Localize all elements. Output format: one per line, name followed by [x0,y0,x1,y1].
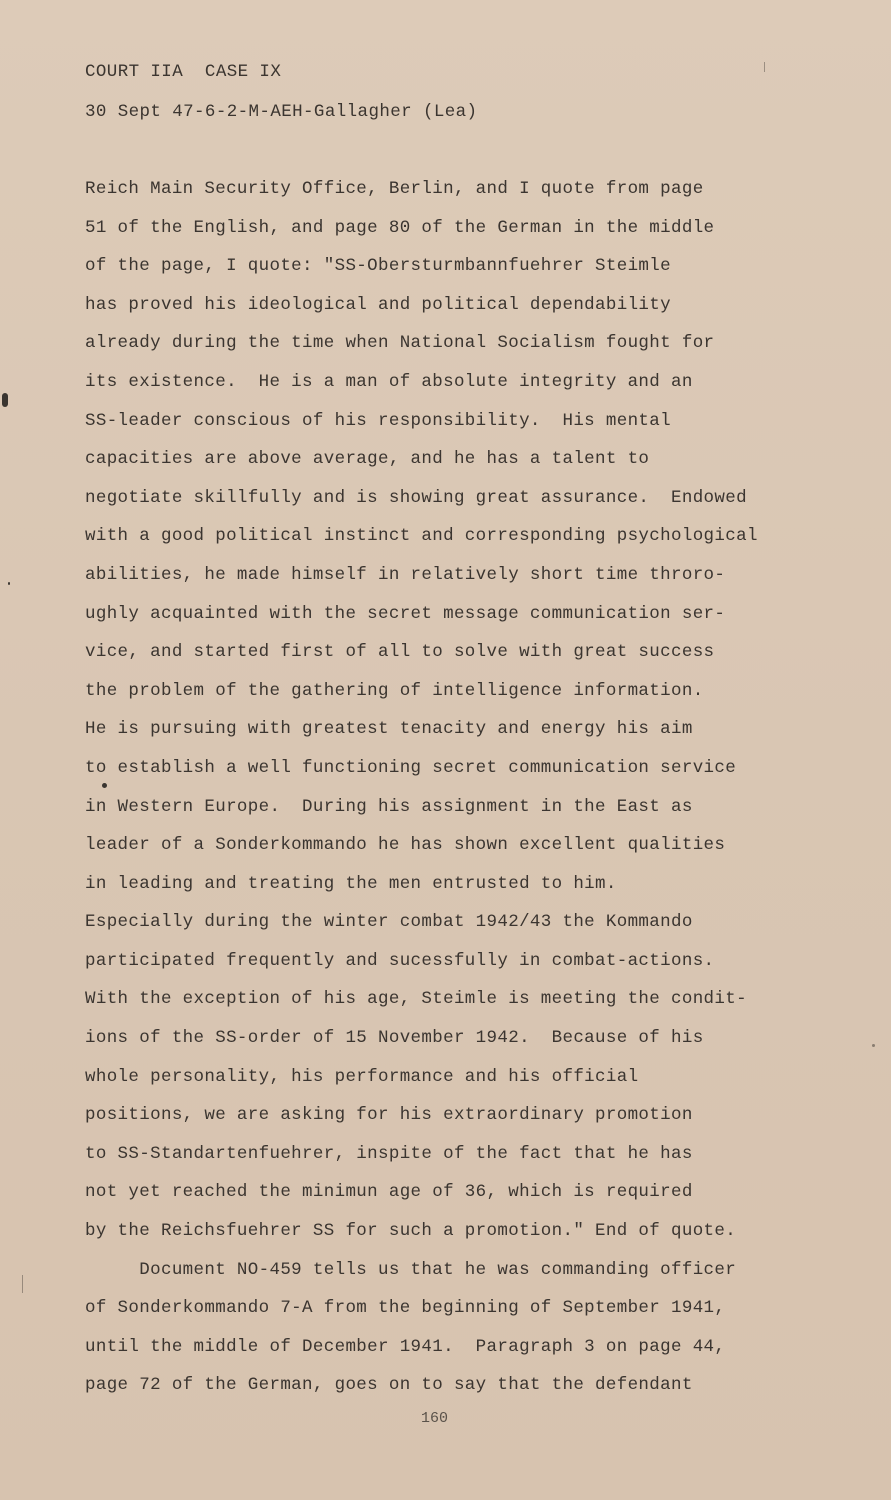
scan-mark [2,393,8,407]
text-line: capacities are above average, and he has a talent to [85,449,650,470]
text-line: Especially during the winter combat 1942/43 the Kommando [85,912,693,933]
text-line: abilities, he made himself in relatively short time throro- [85,564,726,585]
scan-mark [764,62,765,72]
text-line: not yet reached the minimun age of 36, which is required [85,1182,693,1203]
text-line: already during the time when National Socialism fought for [85,333,715,354]
text-line: vice, and started first of all to solve with great success [85,642,715,663]
text-line: the problem of the gathering of intelligence information. [85,680,704,701]
text-line: 51 of the English, and page 80 of the German in the middle [85,217,715,238]
scan-mark [8,582,10,585]
scan-mark [22,1275,23,1293]
text-line: page 72 of the German, goes on to say that the defendant [85,1375,693,1396]
scan-mark [872,1044,875,1047]
text-line: by the Reichsfuehrer SS for such a promotion." End of quote. [85,1221,737,1242]
court-case-header: COURT IIA CASE IX [85,62,282,82]
text-line: with a good political instinct and corresponding psychological [85,526,758,547]
text-line: ions of the SS-order of 15 November 1942. Because of his [85,1028,704,1049]
text-line: SS-leader conscious of his responsibility. His mental [85,410,671,431]
text-line: participated frequently and sucessfully in combat-actions. [85,950,715,971]
text-line: until the middle of December 1941. Paragraph 3 on page 44, [85,1336,726,1357]
text-line: to establish a well functioning secret communication service [85,757,737,778]
text-line: to SS-Standartenfuehrer, inspite of the fact that he has [85,1143,693,1164]
text-line: With the exception of his age, Steimle is meeting the condit- [85,989,747,1010]
transcript-body [85,176,815,1411]
text-line: Reich Main Security Office, Berlin, and I quote from page [85,179,704,199]
scan-mark [102,783,107,788]
text-line: in Western Europe. During his assignment in the East as [85,796,693,817]
text-line: its existence. He is a man of absolute integrity and an [85,371,693,392]
text-line: of the page, I quote: "SS-Obersturmbannfuehrer Steimle [85,256,671,277]
text-line: whole personality, his performance and his official [85,1066,639,1087]
text-line: negotiate skillfully and is showing great assurance. Endowed [85,487,747,508]
text-line: He is pursuing with greatest tenacity and energy his aim [85,719,693,740]
session-reference-line: 30 Sept 47-6-2-M-AEH-Gallagher (Lea) [85,102,478,122]
text-line: leader of a Sonderkommando he has shown excellent qualities [85,835,726,856]
text-line: in leading and treating the men entrusted to him. [85,873,617,894]
text-line: has proved his ideological and political dependability [85,294,671,315]
page-number: 160 [421,1410,449,1427]
text-line: positions, we are asking for his extraordinary promotion [85,1105,693,1126]
text-line: of Sonderkommando 7-A from the beginning of September 1941, [85,1298,726,1319]
text-line: Document NO-459 tells us that he was commanding officer [85,1259,737,1280]
text-line: ughly acquainted with the secret message communication ser- [85,603,726,624]
